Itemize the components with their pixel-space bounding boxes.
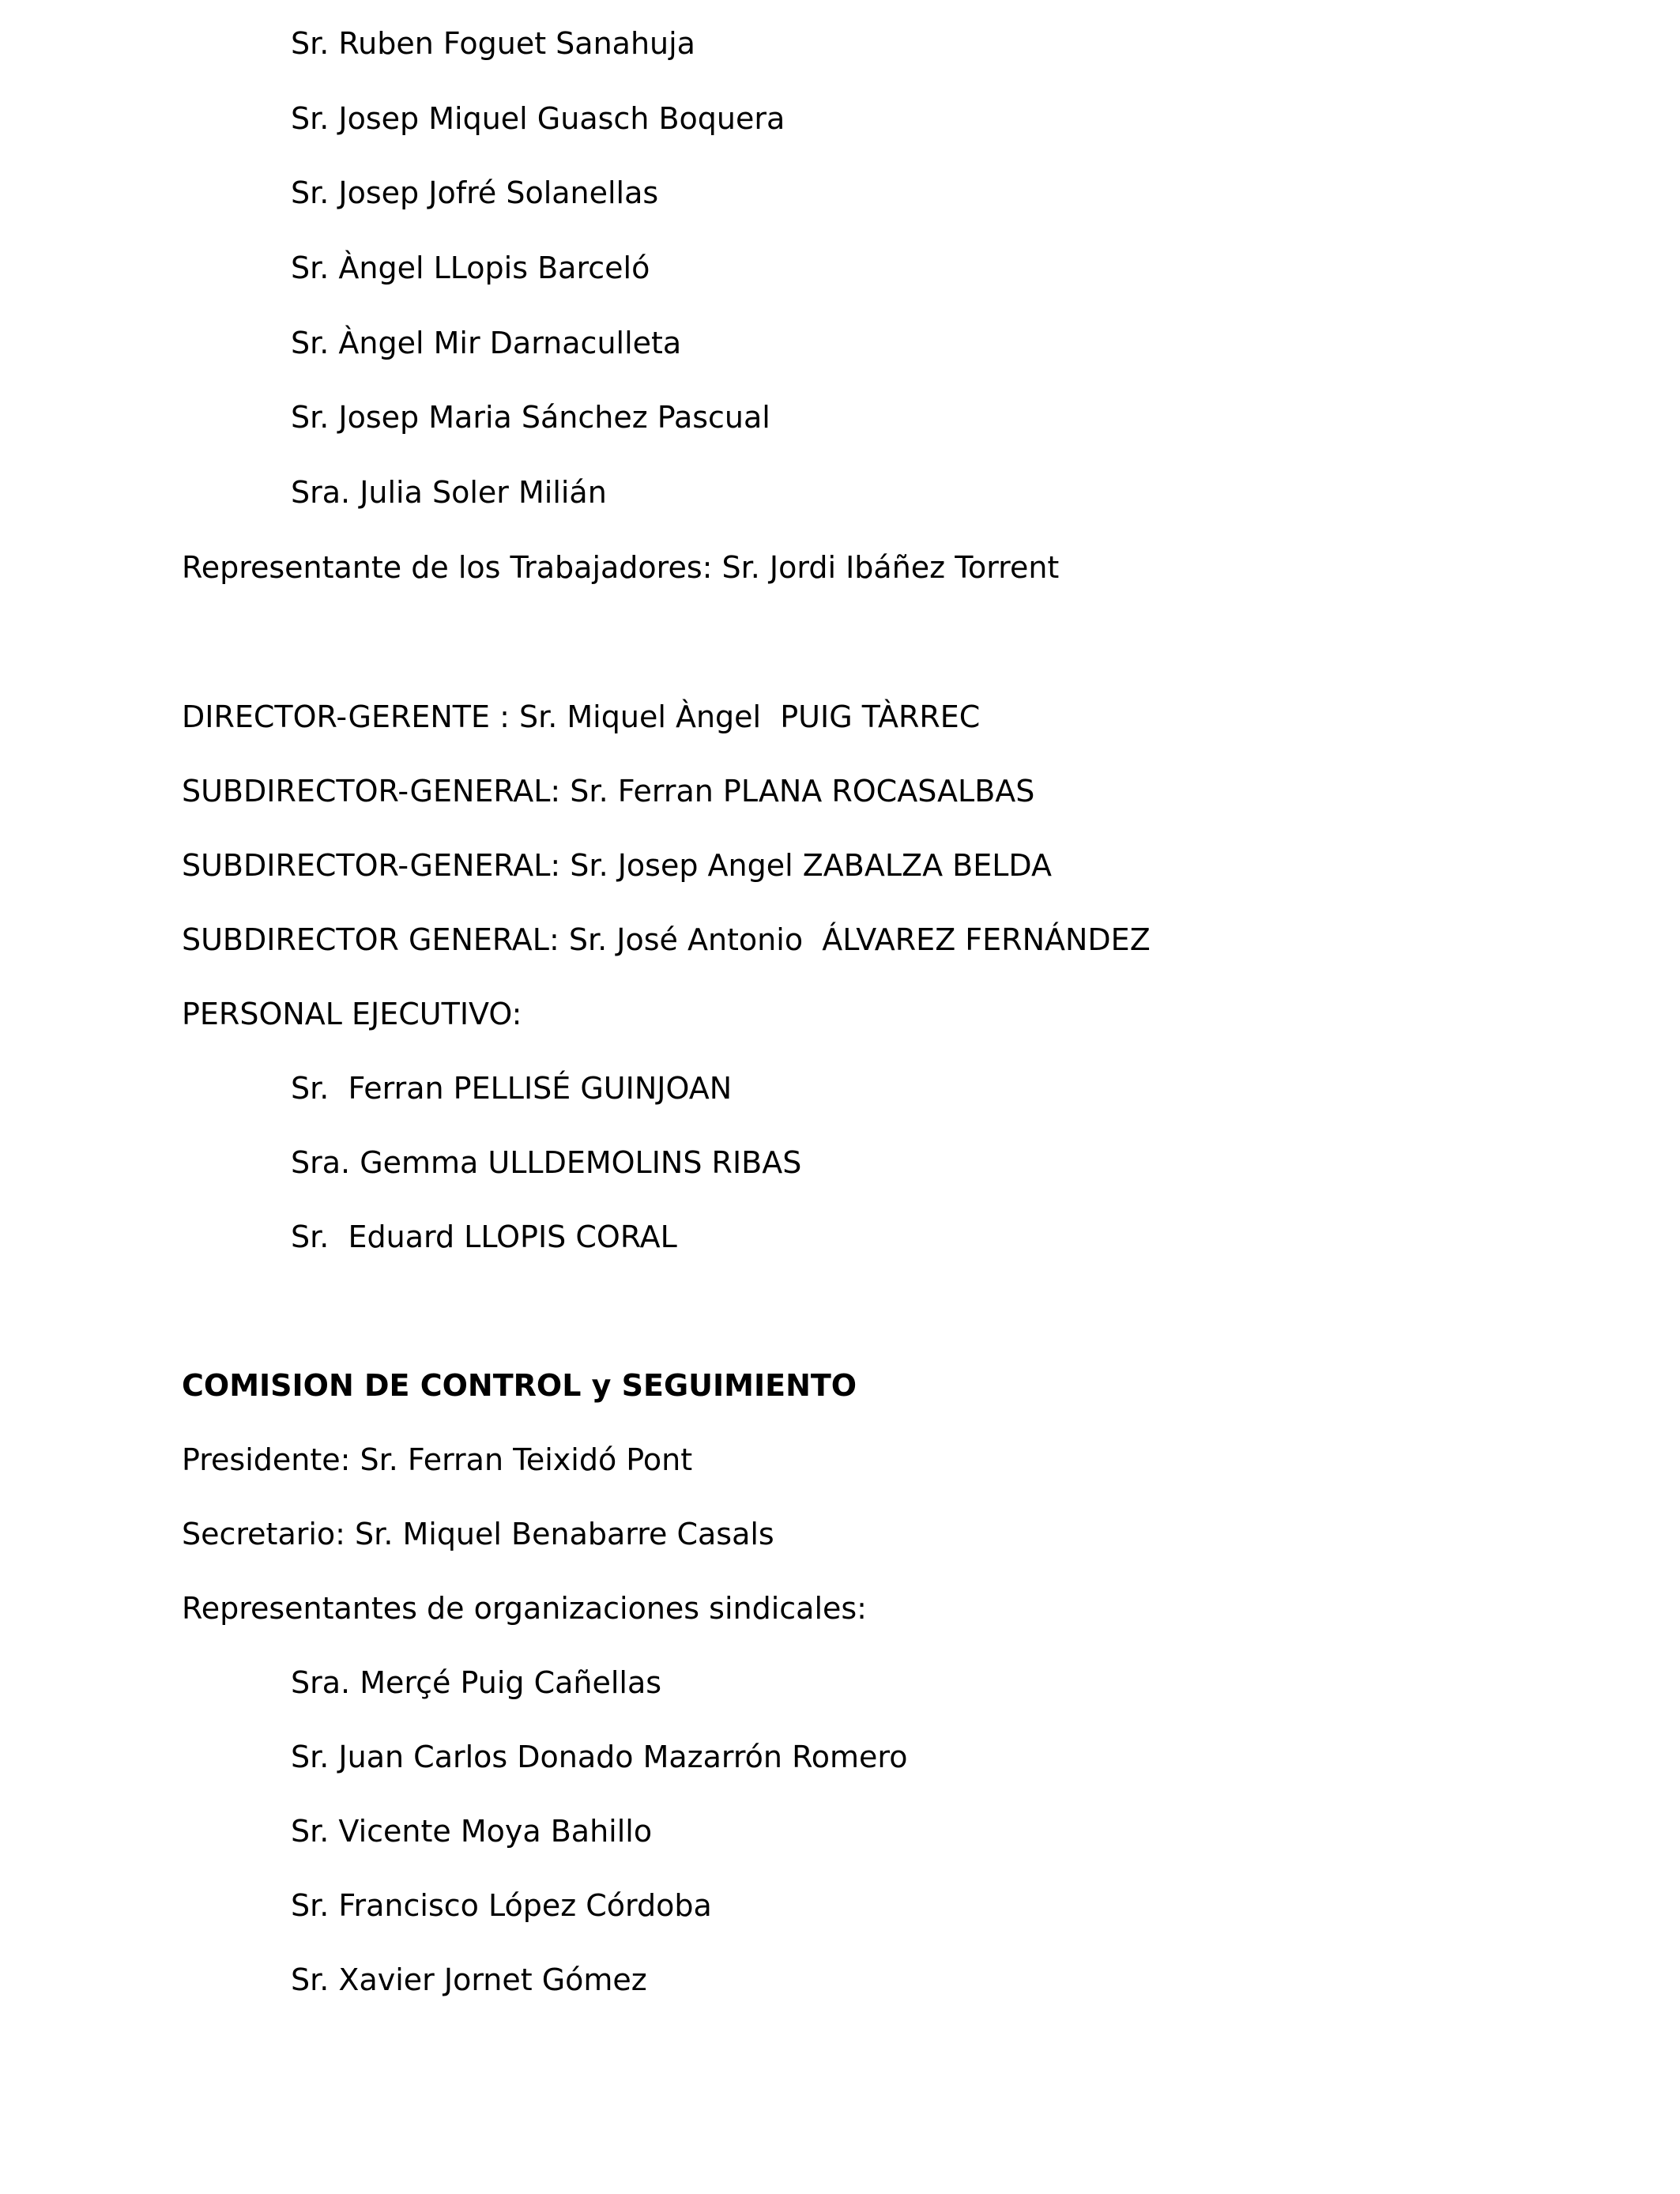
director-general-line: DIRECTOR-GERENTE : Sr. Miquel Àngel PUIG TÀRREC: [182, 699, 981, 734]
board-member-line: Sr. Josep Miquel Guasch Boquera: [291, 101, 785, 136]
board-member-line: Sr. Josep Jofré Solanellas: [291, 175, 659, 210]
union-member-line: Sr. Vicente Moya Bahillo: [291, 1814, 653, 1849]
secretary-line: Secretario: Sr. Miquel Benabarre Casals: [182, 1517, 774, 1551]
union-member-line: Sr. Xavier Jornet Gómez: [291, 1962, 647, 1997]
union-member-line: Sr. Francisco López Córdoba: [291, 1888, 712, 1923]
workers-representative: Representante de los Trabajadores: Sr. Jordi Ibáñez Torrent: [182, 550, 1060, 585]
executive-member-line: Sra. Gemma ULLDEMOLINS RIBAS: [291, 1145, 802, 1180]
board-member-line: Sr. Àngel Mir Darnaculleta: [291, 326, 682, 360]
board-member-line: Sra. Julia Soler Milián: [291, 475, 607, 510]
section-heading: COMISION DE CONTROL y SEGUIMIENTO: [182, 1368, 857, 1403]
deputy-director-line: SUBDIRECTOR-GENERAL: Sr. Josep Angel ZABALZA BELDA: [182, 848, 1052, 883]
board-member-line: Sr. Àngel LLopis Barceló: [291, 251, 650, 285]
executive-staff-heading: PERSONAL EJECUTIVO:: [182, 997, 522, 1031]
union-member-line: Sr. Juan Carlos Donado Mazarrón Romero: [291, 1740, 908, 1774]
executive-member-line: Sr. Eduard LLOPIS CORAL: [291, 1220, 677, 1254]
deputy-director-line: SUBDIRECTOR-GENERAL: Sr. Ferran PLANA ROCASALBAS: [182, 774, 1035, 809]
president-line: Presidente: Sr. Ferran Teixidó Pont: [182, 1442, 693, 1477]
board-member-line: Sr. Ruben Foguet Sanahuja: [291, 26, 695, 61]
union-representatives-heading: Representantes de organizaciones sindicales:: [182, 1591, 867, 1626]
union-member-line: Sra. Merçé Puig Cañellas: [291, 1665, 662, 1700]
executive-member-line: Sr. Ferran PELLISÉ GUINJOAN: [291, 1071, 733, 1106]
deputy-director-line: SUBDIRECTOR GENERAL: Sr. José Antonio ÁLVAREZ FERNÁNDEZ: [182, 922, 1151, 957]
board-member-line: Sr. Josep Maria Sánchez Pascual: [291, 400, 770, 435]
